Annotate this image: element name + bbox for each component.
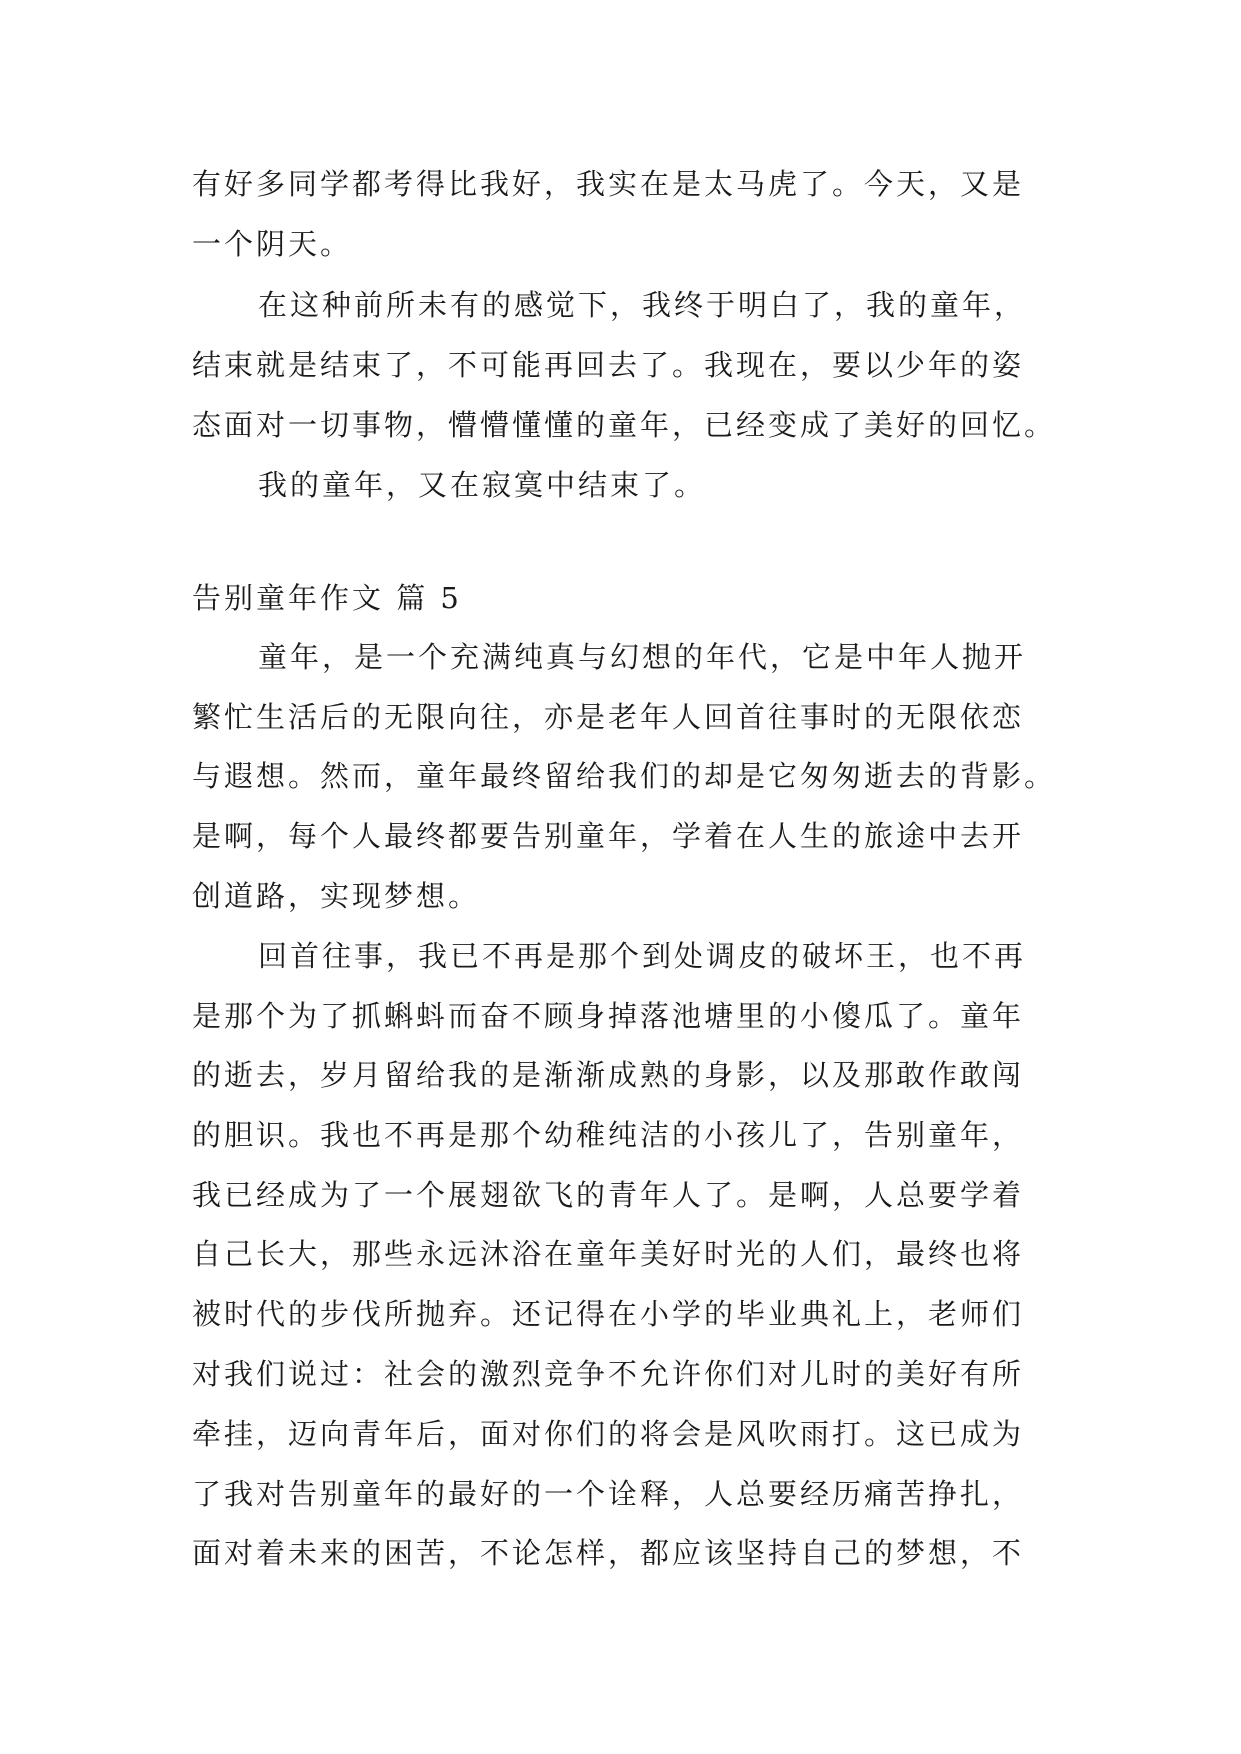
text-line: 是啊，每个人最终都要告别童年，学着在人生的旅途中去开 [192,819,1025,853]
text-line: 的逝去，岁月留给我的是渐渐成熟的身影，以及那敢作敢闯 [192,1058,1025,1092]
paragraph-start-line: 回首往事，我已不再是那个到处调皮的破坏王，也不再 [258,939,1027,973]
paragraph-start-line: 在这种前所未有的感觉下，我终于明白了，我的童年， [258,288,1027,322]
text-line: 被时代的步伐所抛弃。还记得在小学的毕业典礼上，老师们 [192,1297,1025,1331]
text-line: 创道路，实现梦想。 [192,879,481,913]
text-line: 自己长大，那些永远沐浴在童年美好时光的人们，最终也将 [192,1237,1025,1271]
text-line: 有好多同学都考得比我好，我实在是太马虎了。今天，又是 [192,167,1025,201]
text-line: 繁忙生活后的无限向往，亦是老年人回首往事时的无限依恋 [192,700,1025,734]
text-line: 了我对告别童年的最好的一个诠释，人总要经历痛苦挣扎， [192,1477,1025,1511]
text-line: 面对着未来的困苦，不论怎样，都应该坚持自己的梦想，不 [192,1536,1025,1570]
text-line: 牵挂，迈向青年后，面对你们的将会是风吹雨打。这已成为 [192,1417,1025,1451]
text-line: 我已经成为了一个展翅欲飞的青年人了。是啊，人总要学着 [192,1178,1025,1212]
text-line: 对我们说过：社会的激烈竞争不允许你们对儿时的美好有所 [192,1357,1025,1391]
text-line: 与遐想。然而，童年最终留给我们的却是它匆匆逝去的背影。 [192,759,1057,793]
text-line: 态面对一切事物，懵懵懂懂的童年，已经变成了美好的回忆。 [192,408,1057,442]
text-line: 是那个为了抓蝌蚪而奋不顾身掉落池塘里的小傻瓜了。童年 [192,999,1025,1033]
section-heading: 告别童年作文 篇 5 [192,581,462,615]
text-line: 的胆识。我也不再是那个幼稚纯洁的小孩儿了，告别童年， [192,1118,1025,1152]
text-line: 结束就是结束了，不可能再回去了。我现在，要以少年的姿 [192,348,1025,382]
text-line: 一个阴天。 [192,227,353,261]
paragraph-start-line: 童年，是一个充满纯真与幻想的年代，它是中年人抛开 [258,640,1027,674]
paragraph-start-line: 我的童年，又在寂寞中结束了。 [258,468,707,502]
